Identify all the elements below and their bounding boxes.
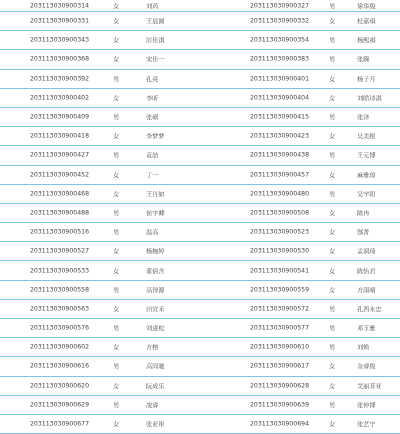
student-name: 刘皓诗淇 xyxy=(357,95,382,103)
gender: 女 xyxy=(329,363,336,371)
gender: 男 xyxy=(113,363,120,371)
student-id: 203113030900423 xyxy=(250,132,310,140)
table-row xyxy=(0,50,400,69)
gender: 女 xyxy=(329,248,336,256)
student-id: 203113030900480 xyxy=(250,190,310,198)
student-id: 203113030900620 xyxy=(30,382,90,390)
student-name: 高得源 xyxy=(146,287,165,295)
student-id: 203113030900616 xyxy=(30,362,90,370)
table-row xyxy=(0,89,400,108)
student-name: 麻雅琼 xyxy=(357,172,376,180)
student-id: 203113030900577 xyxy=(250,324,310,332)
student-name: 张腾 xyxy=(357,56,370,64)
gender: 女 xyxy=(329,210,336,218)
gender: 女 xyxy=(113,172,120,180)
gender: 女 xyxy=(113,421,120,429)
student-name: 李昕 xyxy=(146,95,159,103)
student-id: 203113030900572 xyxy=(250,305,310,313)
student-name: 张艺宁 xyxy=(357,421,376,429)
student-name: 杨婉婷 xyxy=(146,248,165,256)
student-name: 高同驰 xyxy=(146,363,165,371)
student-name: 田宜禾 xyxy=(146,306,165,314)
table-row xyxy=(0,70,400,89)
student-name: 温高 xyxy=(146,229,159,237)
student-name: 孟润琦 xyxy=(357,248,376,256)
student-name: 阮成乐 xyxy=(146,383,165,391)
student-id: 203113030900629 xyxy=(30,401,90,409)
gender: 女 xyxy=(329,76,336,84)
student-name: 李梦梦 xyxy=(146,133,165,141)
student-name: 刘芮 xyxy=(146,3,159,10)
gender: 女 xyxy=(329,287,336,295)
gender: 男 xyxy=(329,114,336,122)
gender: 男 xyxy=(113,402,120,410)
student-name: 刘焕 xyxy=(357,344,370,352)
student-name: 董倩含 xyxy=(146,268,165,276)
table-row xyxy=(0,396,400,415)
student-name: 杨熙祺 xyxy=(357,37,376,45)
student-id: 203113030900404 xyxy=(250,94,310,102)
gender: 女 xyxy=(113,191,120,199)
gender: 男 xyxy=(329,306,336,314)
gender: 男 xyxy=(329,325,336,333)
student-id: 203113030900392 xyxy=(30,75,90,83)
student-id: 203113030900354 xyxy=(250,36,310,44)
gender: 男 xyxy=(329,191,336,199)
gender: 女 xyxy=(113,37,120,45)
student-name: 陈怡君 xyxy=(357,268,376,276)
student-id: 203113030900610 xyxy=(250,343,310,351)
gender: 男 xyxy=(329,344,336,352)
student-id: 203113030900576 xyxy=(30,324,90,332)
student-name: 徐华俊 xyxy=(357,3,376,10)
table-row xyxy=(0,108,400,127)
student-name: 吴美枢 xyxy=(357,133,376,141)
student-id: 203113030900533 xyxy=(30,267,90,275)
student-id: 203113030900541 xyxy=(250,267,310,275)
table-row xyxy=(0,261,400,280)
table-row xyxy=(0,300,400,319)
gender: 女 xyxy=(329,421,336,429)
student-name: 杨子月 xyxy=(357,76,376,84)
student-id: 203113030900639 xyxy=(250,401,310,409)
gender: 男 xyxy=(329,402,336,410)
student-id: 203113030900628 xyxy=(250,382,310,390)
student-id: 203113030900409 xyxy=(30,113,90,121)
student-name: 袁喆 xyxy=(146,152,159,160)
student-name: 吴宇阳 xyxy=(357,191,376,199)
table-row xyxy=(0,146,400,165)
student-id: 203113030900418 xyxy=(30,132,90,140)
student-id: 203113030900558 xyxy=(30,286,90,294)
gender: 男 xyxy=(329,3,336,10)
student-id: 203113030900516 xyxy=(30,228,90,236)
gender: 女 xyxy=(113,383,120,391)
student-id: 203113030900677 xyxy=(30,420,90,428)
student-name: 刘进松 xyxy=(146,325,165,333)
table-row xyxy=(0,204,400,223)
gender: 男 xyxy=(113,287,120,295)
student-name: 杜嘉琪 xyxy=(357,18,376,26)
student-name: 张亚彤 xyxy=(146,421,165,429)
student-id: 203113030900368 xyxy=(30,55,90,63)
gender: 女 xyxy=(329,229,336,237)
gender: 男 xyxy=(113,76,120,84)
student-name: 侯宇卿 xyxy=(146,210,165,218)
gender: 男 xyxy=(113,152,120,160)
student-id: 203113030900694 xyxy=(250,420,310,428)
student-id: 203113030900343 xyxy=(30,36,90,44)
gender: 男 xyxy=(113,325,120,333)
gender: 女 xyxy=(113,56,120,64)
gender: 男 xyxy=(113,229,120,237)
student-name: 王丹如 xyxy=(146,191,165,199)
student-id: 203113030900327 xyxy=(250,2,310,9)
student-name: 艾丽菲亚 xyxy=(357,383,382,391)
gender: 男 xyxy=(113,114,120,122)
gender: 女 xyxy=(113,248,120,256)
student-id: 203113030900602 xyxy=(30,343,90,351)
gender: 女 xyxy=(329,172,336,180)
student-id: 203113030900468 xyxy=(30,190,90,198)
student-name: 方榕 xyxy=(146,344,159,352)
table-row xyxy=(0,357,400,376)
student-name: 郜菁 xyxy=(357,229,370,237)
table-row xyxy=(0,242,400,261)
student-id: 203113030900488 xyxy=(30,209,90,217)
student-id: 203113030900314 xyxy=(30,2,90,9)
student-id: 203113030900427 xyxy=(30,151,90,159)
student-id: 203113030900331 xyxy=(30,17,90,25)
gender: 男 xyxy=(329,152,336,160)
student-id: 203113030900415 xyxy=(250,113,310,121)
student-name: 张硕 xyxy=(146,114,159,122)
gender: 女 xyxy=(329,133,336,141)
student-name: 方雨晴 xyxy=(357,287,376,295)
student-name: 王晨圆 xyxy=(146,18,165,26)
student-name: 凌睿 xyxy=(146,402,159,410)
gender: 女 xyxy=(113,133,120,141)
gender: 女 xyxy=(329,383,336,391)
student-name: 张仲博 xyxy=(357,402,376,410)
gender: 女 xyxy=(113,95,120,103)
table-row xyxy=(0,185,400,204)
gender: 女 xyxy=(113,268,120,276)
student-id: 203113030900452 xyxy=(30,171,90,179)
student-id: 203113030900527 xyxy=(30,247,90,255)
table-row xyxy=(0,31,400,50)
gender: 女 xyxy=(113,3,120,10)
student-name: 金睿俊 xyxy=(357,363,376,371)
student-name: 孔亮 xyxy=(146,76,159,84)
table-row xyxy=(0,377,400,396)
gender: 女 xyxy=(329,18,336,26)
table-row xyxy=(0,12,400,31)
student-id: 203113030900457 xyxy=(250,171,310,179)
student-name: 孔西永忠 xyxy=(357,306,382,314)
table-row xyxy=(0,223,400,242)
student-id: 203113030900508 xyxy=(250,209,310,217)
student-id: 203113030900523 xyxy=(250,228,310,236)
table-row xyxy=(0,127,400,146)
student-name: 邓玉雅 xyxy=(357,325,376,333)
table-row xyxy=(0,415,400,434)
student-id: 203113030900617 xyxy=(250,362,310,370)
table-row xyxy=(0,166,400,185)
student-name: 厉佳淇 xyxy=(146,37,165,45)
gender: 男 xyxy=(329,37,336,45)
gender: 女 xyxy=(113,344,120,352)
gender: 女 xyxy=(329,95,336,103)
student-id: 203113030900402 xyxy=(30,94,90,102)
gender: 男 xyxy=(113,210,120,218)
student-id: 203113030900563 xyxy=(30,305,90,313)
student-id: 203113030900401 xyxy=(250,75,310,83)
student-name: 张泽 xyxy=(357,114,370,122)
student-name: 丁一 xyxy=(146,172,159,180)
student-name: 宋佳一 xyxy=(146,56,165,64)
table-row xyxy=(0,0,400,12)
table-row xyxy=(0,338,400,357)
gender: 女 xyxy=(329,268,336,276)
gender: 男 xyxy=(329,56,336,64)
student-name: 陈冉 xyxy=(357,210,370,218)
table-row xyxy=(0,319,400,338)
gender: 女 xyxy=(113,306,120,314)
table-row xyxy=(0,281,400,300)
gender: 女 xyxy=(113,18,120,26)
student-id: 203113030900332 xyxy=(250,17,310,25)
student-id: 203113030900438 xyxy=(250,151,310,159)
student-name: 王元博 xyxy=(357,152,376,160)
student-id: 203113030900383 xyxy=(250,55,310,63)
student-id: 203113030900559 xyxy=(250,286,310,294)
student-id: 203113030900530 xyxy=(250,247,310,255)
